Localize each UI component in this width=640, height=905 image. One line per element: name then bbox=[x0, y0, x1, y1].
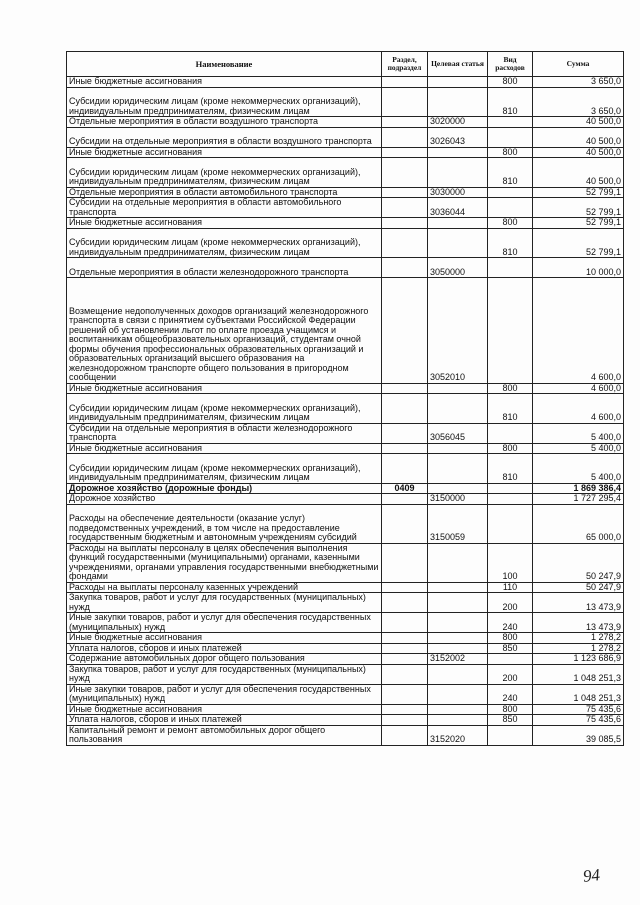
row-target-cell bbox=[428, 454, 488, 484]
row-section-cell bbox=[382, 704, 428, 715]
row-name-cell: Расходы на обеспечение деятельности (оказание услуг) подведомственных учреждений, в том числе на предоставление государственным бюджетным и автономным учреждениям субсидий bbox=[67, 504, 382, 543]
row-sum-cell: 3 650,0 bbox=[533, 77, 624, 88]
row-target-cell: 3152002 bbox=[428, 654, 488, 665]
row-target-cell bbox=[428, 394, 488, 424]
row-name-cell: Закупка товаров, работ и услуг для государственных (муниципальных) нужд bbox=[67, 593, 382, 613]
row-target-cell bbox=[428, 582, 488, 593]
table-row bbox=[67, 423, 624, 443]
row-sum-cell: 5 400,0 bbox=[533, 423, 624, 443]
row-target-cell bbox=[428, 715, 488, 726]
row-type-cell bbox=[488, 483, 533, 494]
row-section-cell bbox=[382, 117, 428, 128]
row-name-cell: Субсидии на отдельные мероприятия в области воздушного транспорта bbox=[67, 127, 382, 147]
table-row bbox=[67, 654, 624, 665]
header-section: Раздел, подраздел bbox=[382, 52, 428, 77]
row-sum-cell: 4 600,0 bbox=[533, 383, 624, 394]
row-section-cell: 0409 bbox=[382, 483, 428, 494]
table-row bbox=[67, 643, 624, 654]
row-target-cell: 3152020 bbox=[428, 725, 488, 745]
table-row bbox=[67, 684, 624, 704]
row-section-cell bbox=[382, 443, 428, 454]
row-sum-cell: 4 600,0 bbox=[533, 278, 624, 384]
row-type-cell bbox=[488, 127, 533, 147]
row-name-cell: Субсидии на отдельные мероприятия в области автомобильного транспорта bbox=[67, 198, 382, 218]
header-type: Вид расходов bbox=[488, 52, 533, 77]
row-name-cell: Иные закупки товаров, работ и услуг для обеспечения государственных (муниципальных) нужд bbox=[67, 684, 382, 704]
row-section-cell bbox=[382, 504, 428, 543]
table-row bbox=[67, 198, 624, 218]
row-name-cell: Уплата налогов, сборов и иных платежей bbox=[67, 715, 382, 726]
row-type-cell bbox=[488, 258, 533, 278]
row-section-cell bbox=[382, 664, 428, 684]
header-name: Наименование bbox=[67, 52, 382, 77]
row-name-cell: Возмещение недополученных доходов организаций железнодорожного транспорта в связи с принятием субъектами Российской Федерации решений об установлении льгот по оплате проезда учащимся и воспитанникам общеобразовательных организаций, студентам очной формы обучения профессиональных образовательных организаций и образовательных организаций высшего образования на железнодорожном транспорте общего пользования в пригородном сообщении bbox=[67, 278, 382, 384]
row-type-cell bbox=[488, 198, 533, 218]
row-type-cell: 800 bbox=[488, 383, 533, 394]
row-target-cell: 3056045 bbox=[428, 423, 488, 443]
row-type-cell: 810 bbox=[488, 394, 533, 424]
row-name-cell: Иные бюджетные ассигнования bbox=[67, 443, 382, 454]
row-name-cell: Субсидии на отдельные мероприятия в области железнодорожного транспорта bbox=[67, 423, 382, 443]
row-target-cell: 3026043 bbox=[428, 127, 488, 147]
row-type-cell bbox=[488, 504, 533, 543]
row-name-cell: Закупка товаров, работ и услуг для государственных (муниципальных) нужд bbox=[67, 664, 382, 684]
row-target-cell bbox=[428, 664, 488, 684]
row-type-cell: 810 bbox=[488, 454, 533, 484]
row-type-cell: 810 bbox=[488, 228, 533, 258]
row-section-cell bbox=[382, 87, 428, 117]
row-section-cell bbox=[382, 187, 428, 198]
row-section-cell bbox=[382, 613, 428, 633]
table-row bbox=[67, 394, 624, 424]
row-name-cell: Субсидии юридическим лицам (кроме некоммерческих организаций), индивидуальным предпринимателям, физическим лицам bbox=[67, 394, 382, 424]
row-section-cell bbox=[382, 654, 428, 665]
row-type-cell: 240 bbox=[488, 613, 533, 633]
row-type-cell: 800 bbox=[488, 443, 533, 454]
row-name-cell: Иные закупки товаров, работ и услуг для обеспечения государственных (муниципальных) нужд bbox=[67, 613, 382, 633]
table-row bbox=[67, 483, 624, 494]
row-section-cell bbox=[382, 582, 428, 593]
row-sum-cell: 50 247,9 bbox=[533, 582, 624, 593]
table-row bbox=[67, 704, 624, 715]
row-type-cell: 110 bbox=[488, 582, 533, 593]
row-type-cell bbox=[488, 278, 533, 384]
row-type-cell: 800 bbox=[488, 147, 533, 158]
row-target-cell bbox=[428, 87, 488, 117]
row-sum-cell: 13 473,9 bbox=[533, 593, 624, 613]
row-target-cell: 3030000 bbox=[428, 187, 488, 198]
row-section-cell bbox=[382, 228, 428, 258]
row-sum-cell: 40 500,0 bbox=[533, 127, 624, 147]
table-row bbox=[67, 77, 624, 88]
row-section-cell bbox=[382, 383, 428, 394]
page-number: 94 bbox=[582, 865, 601, 886]
row-section-cell bbox=[382, 394, 428, 424]
table-row bbox=[67, 613, 624, 633]
row-target-cell bbox=[428, 684, 488, 704]
row-name-cell: Иные бюджетные ассигнования bbox=[67, 383, 382, 394]
row-section-cell bbox=[382, 258, 428, 278]
row-section-cell bbox=[382, 127, 428, 147]
row-sum-cell: 52 799,1 bbox=[533, 218, 624, 229]
row-sum-cell: 1 278,2 bbox=[533, 643, 624, 654]
row-sum-cell: 1 048 251,3 bbox=[533, 664, 624, 684]
row-sum-cell: 10 000,0 bbox=[533, 258, 624, 278]
row-sum-cell: 39 085,5 bbox=[533, 725, 624, 745]
table-row bbox=[67, 494, 624, 505]
row-section-cell bbox=[382, 147, 428, 158]
row-section-cell bbox=[382, 643, 428, 654]
row-type-cell: 800 bbox=[488, 77, 533, 88]
header-target: Целевая статья bbox=[428, 52, 488, 77]
row-name-cell: Дорожное хозяйство (дорожные фонды) bbox=[67, 483, 382, 494]
row-type-cell bbox=[488, 494, 533, 505]
row-name-cell: Субсидии юридическим лицам (кроме некоммерческих организаций), индивидуальным предпринимателям, физическим лицам bbox=[67, 228, 382, 258]
row-target-cell bbox=[428, 593, 488, 613]
row-section-cell bbox=[382, 423, 428, 443]
row-name-cell: Расходы на выплаты персоналу казенных учреждений bbox=[67, 582, 382, 593]
table-row bbox=[67, 278, 624, 384]
header-sum: Сумма bbox=[533, 52, 624, 77]
row-section-cell bbox=[382, 633, 428, 644]
row-section-cell bbox=[382, 684, 428, 704]
row-target-cell: 3150059 bbox=[428, 504, 488, 543]
row-name-cell: Субсидии юридическим лицам (кроме некоммерческих организаций), индивидуальным предпринимателям, физическим лицам bbox=[67, 158, 382, 188]
row-type-cell bbox=[488, 725, 533, 745]
row-target-cell bbox=[428, 383, 488, 394]
row-sum-cell: 1 727 295,4 bbox=[533, 494, 624, 505]
row-type-cell: 100 bbox=[488, 543, 533, 582]
row-name-cell: Содержание автомобильных дорог общего пользования bbox=[67, 654, 382, 665]
row-sum-cell: 40 500,0 bbox=[533, 117, 624, 128]
row-sum-cell: 52 799,1 bbox=[533, 228, 624, 258]
row-name-cell: Иные бюджетные ассигнования bbox=[67, 77, 382, 88]
row-type-cell: 800 bbox=[488, 633, 533, 644]
row-section-cell bbox=[382, 543, 428, 582]
row-section-cell bbox=[382, 218, 428, 229]
row-section-cell bbox=[382, 454, 428, 484]
row-type-cell: 810 bbox=[488, 158, 533, 188]
table-row bbox=[67, 593, 624, 613]
table-row bbox=[67, 443, 624, 454]
row-sum-cell: 50 247,9 bbox=[533, 543, 624, 582]
row-sum-cell: 13 473,9 bbox=[533, 613, 624, 633]
row-name-cell: Уплата налогов, сборов и иных платежей bbox=[67, 643, 382, 654]
row-sum-cell: 75 435,6 bbox=[533, 704, 624, 715]
row-target-cell: 3036044 bbox=[428, 198, 488, 218]
row-name-cell: Дорожное хозяйство bbox=[67, 494, 382, 505]
row-section-cell bbox=[382, 725, 428, 745]
row-name-cell: Отдельные мероприятия в области воздушного транспорта bbox=[67, 117, 382, 128]
row-section-cell bbox=[382, 77, 428, 88]
row-type-cell bbox=[488, 117, 533, 128]
row-sum-cell: 65 000,0 bbox=[533, 504, 624, 543]
row-name-cell: Иные бюджетные ассигнования bbox=[67, 147, 382, 158]
table-row bbox=[67, 715, 624, 726]
budget-table bbox=[66, 51, 624, 746]
row-sum-cell: 75 435,6 bbox=[533, 715, 624, 726]
row-type-cell bbox=[488, 654, 533, 665]
row-target-cell bbox=[428, 633, 488, 644]
row-type-cell: 240 bbox=[488, 684, 533, 704]
table-body bbox=[67, 77, 624, 746]
table-row bbox=[67, 158, 624, 188]
row-sum-cell: 1 278,2 bbox=[533, 633, 624, 644]
row-target-cell bbox=[428, 643, 488, 654]
row-type-cell: 200 bbox=[488, 664, 533, 684]
row-type-cell bbox=[488, 187, 533, 198]
row-target-cell bbox=[428, 218, 488, 229]
table-row bbox=[67, 117, 624, 128]
table-row bbox=[67, 383, 624, 394]
row-name-cell: Иные бюджетные ассигнования bbox=[67, 704, 382, 715]
table-row bbox=[67, 504, 624, 543]
row-type-cell: 810 bbox=[488, 87, 533, 117]
row-sum-cell: 3 650,0 bbox=[533, 87, 624, 117]
row-target-cell bbox=[428, 228, 488, 258]
row-name-cell: Расходы на выплаты персоналу в целях обеспечения выполнения функций государственными (муниципальными) органами, казенными учреждениями, органами управления государственными внебюджетными фондами bbox=[67, 543, 382, 582]
table-row bbox=[67, 127, 624, 147]
row-sum-cell: 1 048 251,3 bbox=[533, 684, 624, 704]
row-name-cell: Отдельные мероприятия в области железнодорожного транспорта bbox=[67, 258, 382, 278]
row-target-cell bbox=[428, 543, 488, 582]
table-row bbox=[67, 664, 624, 684]
row-sum-cell: 40 500,0 bbox=[533, 158, 624, 188]
table-row bbox=[67, 258, 624, 278]
table-row bbox=[67, 228, 624, 258]
row-target-cell bbox=[428, 443, 488, 454]
row-target-cell: 3020000 bbox=[428, 117, 488, 128]
row-name-cell: Субсидии юридическим лицам (кроме некоммерческих организаций), индивидуальным предпринимателям, физическим лицам bbox=[67, 87, 382, 117]
row-sum-cell: 40 500,0 bbox=[533, 147, 624, 158]
row-target-cell: 3050000 bbox=[428, 258, 488, 278]
row-name-cell: Иные бюджетные ассигнования bbox=[67, 633, 382, 644]
row-section-cell bbox=[382, 715, 428, 726]
table-row bbox=[67, 633, 624, 644]
row-target-cell bbox=[428, 613, 488, 633]
table-header-row bbox=[67, 52, 624, 77]
row-target-cell bbox=[428, 77, 488, 88]
row-section-cell bbox=[382, 198, 428, 218]
row-section-cell bbox=[382, 494, 428, 505]
table-row bbox=[67, 87, 624, 117]
row-sum-cell: 52 799,1 bbox=[533, 198, 624, 218]
row-target-cell bbox=[428, 483, 488, 494]
row-type-cell: 850 bbox=[488, 715, 533, 726]
row-target-cell bbox=[428, 158, 488, 188]
row-name-cell: Субсидии юридическим лицам (кроме некоммерческих организаций), индивидуальным предпринимателям, физическим лицам bbox=[67, 454, 382, 484]
table-row bbox=[67, 543, 624, 582]
row-name-cell: Иные бюджетные ассигнования bbox=[67, 218, 382, 229]
table-row bbox=[67, 147, 624, 158]
row-sum-cell: 4 600,0 bbox=[533, 394, 624, 424]
table-row bbox=[67, 582, 624, 593]
row-target-cell bbox=[428, 704, 488, 715]
table-row bbox=[67, 187, 624, 198]
row-sum-cell: 5 400,0 bbox=[533, 443, 624, 454]
row-type-cell bbox=[488, 423, 533, 443]
row-type-cell: 850 bbox=[488, 643, 533, 654]
row-target-cell bbox=[428, 147, 488, 158]
row-type-cell: 200 bbox=[488, 593, 533, 613]
table-row bbox=[67, 218, 624, 229]
row-name-cell: Отдельные мероприятия в области автомобильного транспорта bbox=[67, 187, 382, 198]
row-sum-cell: 5 400,0 bbox=[533, 454, 624, 484]
table-row bbox=[67, 454, 624, 484]
row-section-cell bbox=[382, 593, 428, 613]
row-target-cell: 3150000 bbox=[428, 494, 488, 505]
row-target-cell: 3052010 bbox=[428, 278, 488, 384]
row-type-cell: 800 bbox=[488, 704, 533, 715]
row-sum-cell: 52 799,1 bbox=[533, 187, 624, 198]
row-name-cell: Капитальный ремонт и ремонт автомобильных дорог общего пользования bbox=[67, 725, 382, 745]
row-section-cell bbox=[382, 158, 428, 188]
table-row bbox=[67, 725, 624, 745]
row-sum-cell: 1 123 686,9 bbox=[533, 654, 624, 665]
row-section-cell bbox=[382, 278, 428, 384]
row-sum-cell: 1 869 386,4 bbox=[533, 483, 624, 494]
row-type-cell: 800 bbox=[488, 218, 533, 229]
